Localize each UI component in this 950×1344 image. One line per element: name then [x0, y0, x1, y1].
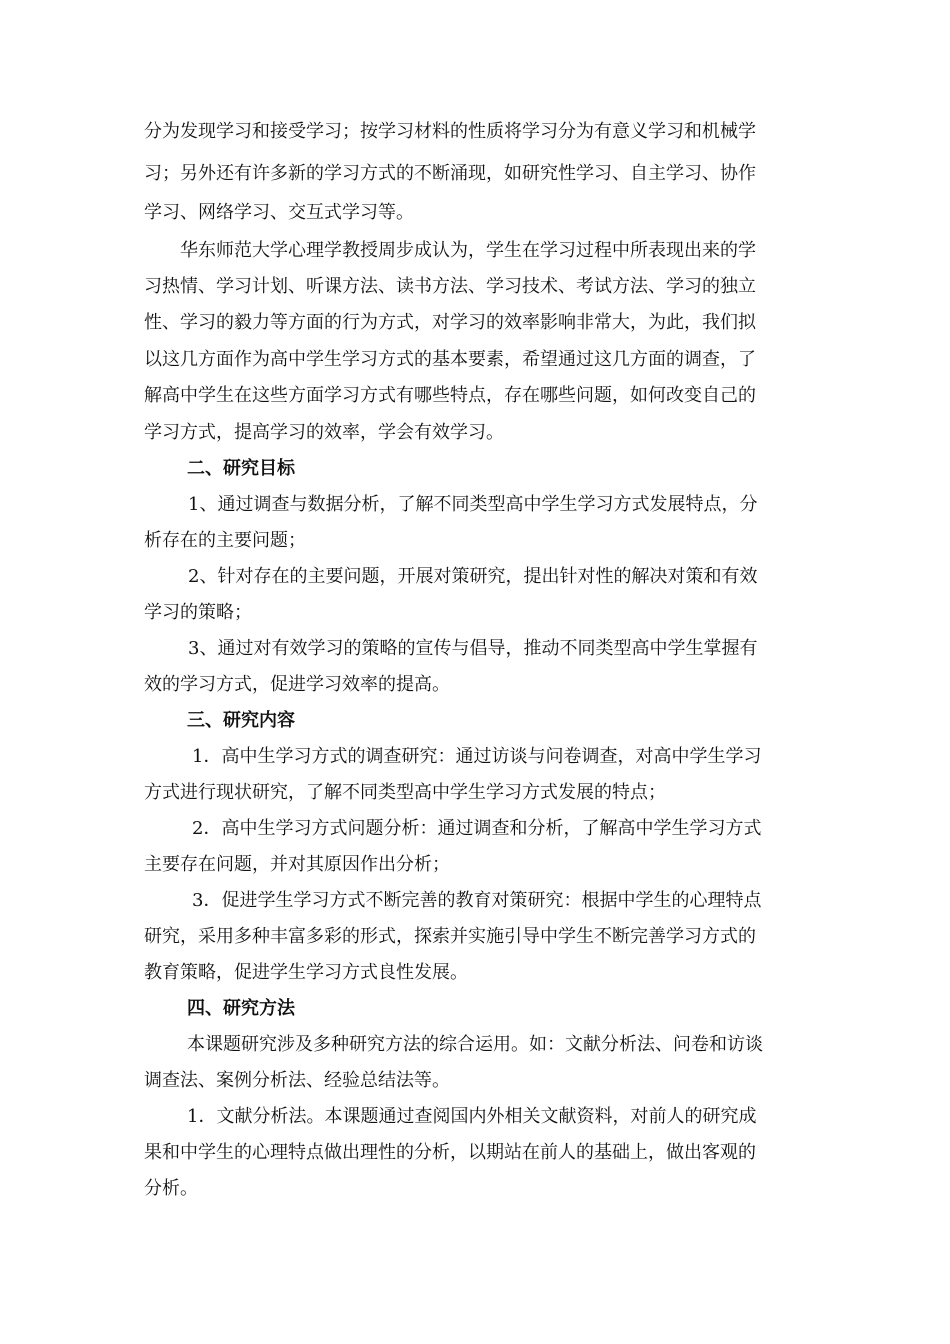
paragraph-first-line: 2．高中生学习方式问题分析：通过调查和分析，了解高中学生学习方式: [192, 818, 762, 839]
text-line: 研究，采用多种丰富多彩的形式，探索并实施引导中学生不断完善学习方式的: [144, 926, 756, 947]
text-line: 主要存在问题，并对其原因作出分析；: [144, 854, 450, 875]
paragraph-first-line: 1．高中生学习方式的调查研究：通过访谈与问卷调查，对高中学生学习: [192, 746, 762, 767]
paragraph-first-line: 3、通过对有效学习的策略的宣传与倡导，推动不同类型高中学生掌握有: [188, 638, 758, 659]
text-line: 果和中学生的心理特点做出理性的分析，以期站在前人的基础上，做出客观的: [144, 1142, 756, 1163]
text-line: 解高中学生在这些方面学习方式有哪些特点，存在哪些问题，如何改变自己的: [144, 385, 756, 406]
text-line: 学习、网络学习、交互式学习等。: [144, 202, 414, 223]
paragraph-first-line: 1．文献分析法。本课题通过查阅国内外相关文献资料，对前人的研究成: [187, 1106, 757, 1127]
text-line: 教育策略，促进学生学习方式良性发展。: [144, 962, 468, 983]
text-line: 析存在的主要问题；: [144, 530, 306, 551]
paragraph-first-line: 1、通过调查与数据分析，了解不同类型高中学生学习方式发展特点，分: [188, 494, 758, 515]
text-line: 分析。: [144, 1178, 198, 1199]
paragraph-first-line: 本课题研究涉及多种研究方法的综合运用。如：文献分析法、问卷和访谈: [187, 1034, 763, 1055]
paragraph-first-line: 3．促进学生学习方式不断完善的教育对策研究：根据中学生的心理特点: [192, 890, 762, 911]
text-line: 效的学习方式，促进学习效率的提高。: [144, 674, 450, 695]
text-line: 学习方式，提高学习的效率，学会有效学习。: [144, 422, 504, 443]
text-line: 分为发现学习和接受学习；按学习材料的性质将学习分为有意义学习和机械学: [144, 121, 756, 142]
section-heading: 三、研究内容: [187, 710, 295, 731]
text-line: 以这几方面作为高中学生学习方式的基本要素，希望通过这几方面的调查，了: [144, 349, 756, 370]
text-line: 调查法、案例分析法、经验总结法等。: [144, 1070, 450, 1091]
text-line: 学习的策略；: [144, 602, 252, 623]
text-line: 性、学习的毅力等方面的行为方式，对学习的效率影响非常大，为此，我们拟: [144, 312, 756, 333]
section-heading: 二、研究目标: [187, 458, 295, 479]
section-heading: 四、研究方法: [187, 998, 295, 1019]
text-line: 方式进行现状研究，了解不同类型高中学生学习方式发展的特点；: [144, 782, 666, 803]
text-line: 习；另外还有许多新的学习方式的不断涌现，如研究性学习、自主学习、协作: [144, 163, 756, 184]
paragraph-first-line: 华东师范大学心理学教授周步成认为，学生在学习过程中所表现出来的学: [180, 240, 756, 261]
paragraph-first-line: 2、针对存在的主要问题，开展对策研究，提出针对性的解决对策和有效: [188, 566, 758, 587]
text-line: 习热情、学习计划、听课方法、读书方法、学习技术、考试方法、学习的独立: [144, 276, 756, 297]
